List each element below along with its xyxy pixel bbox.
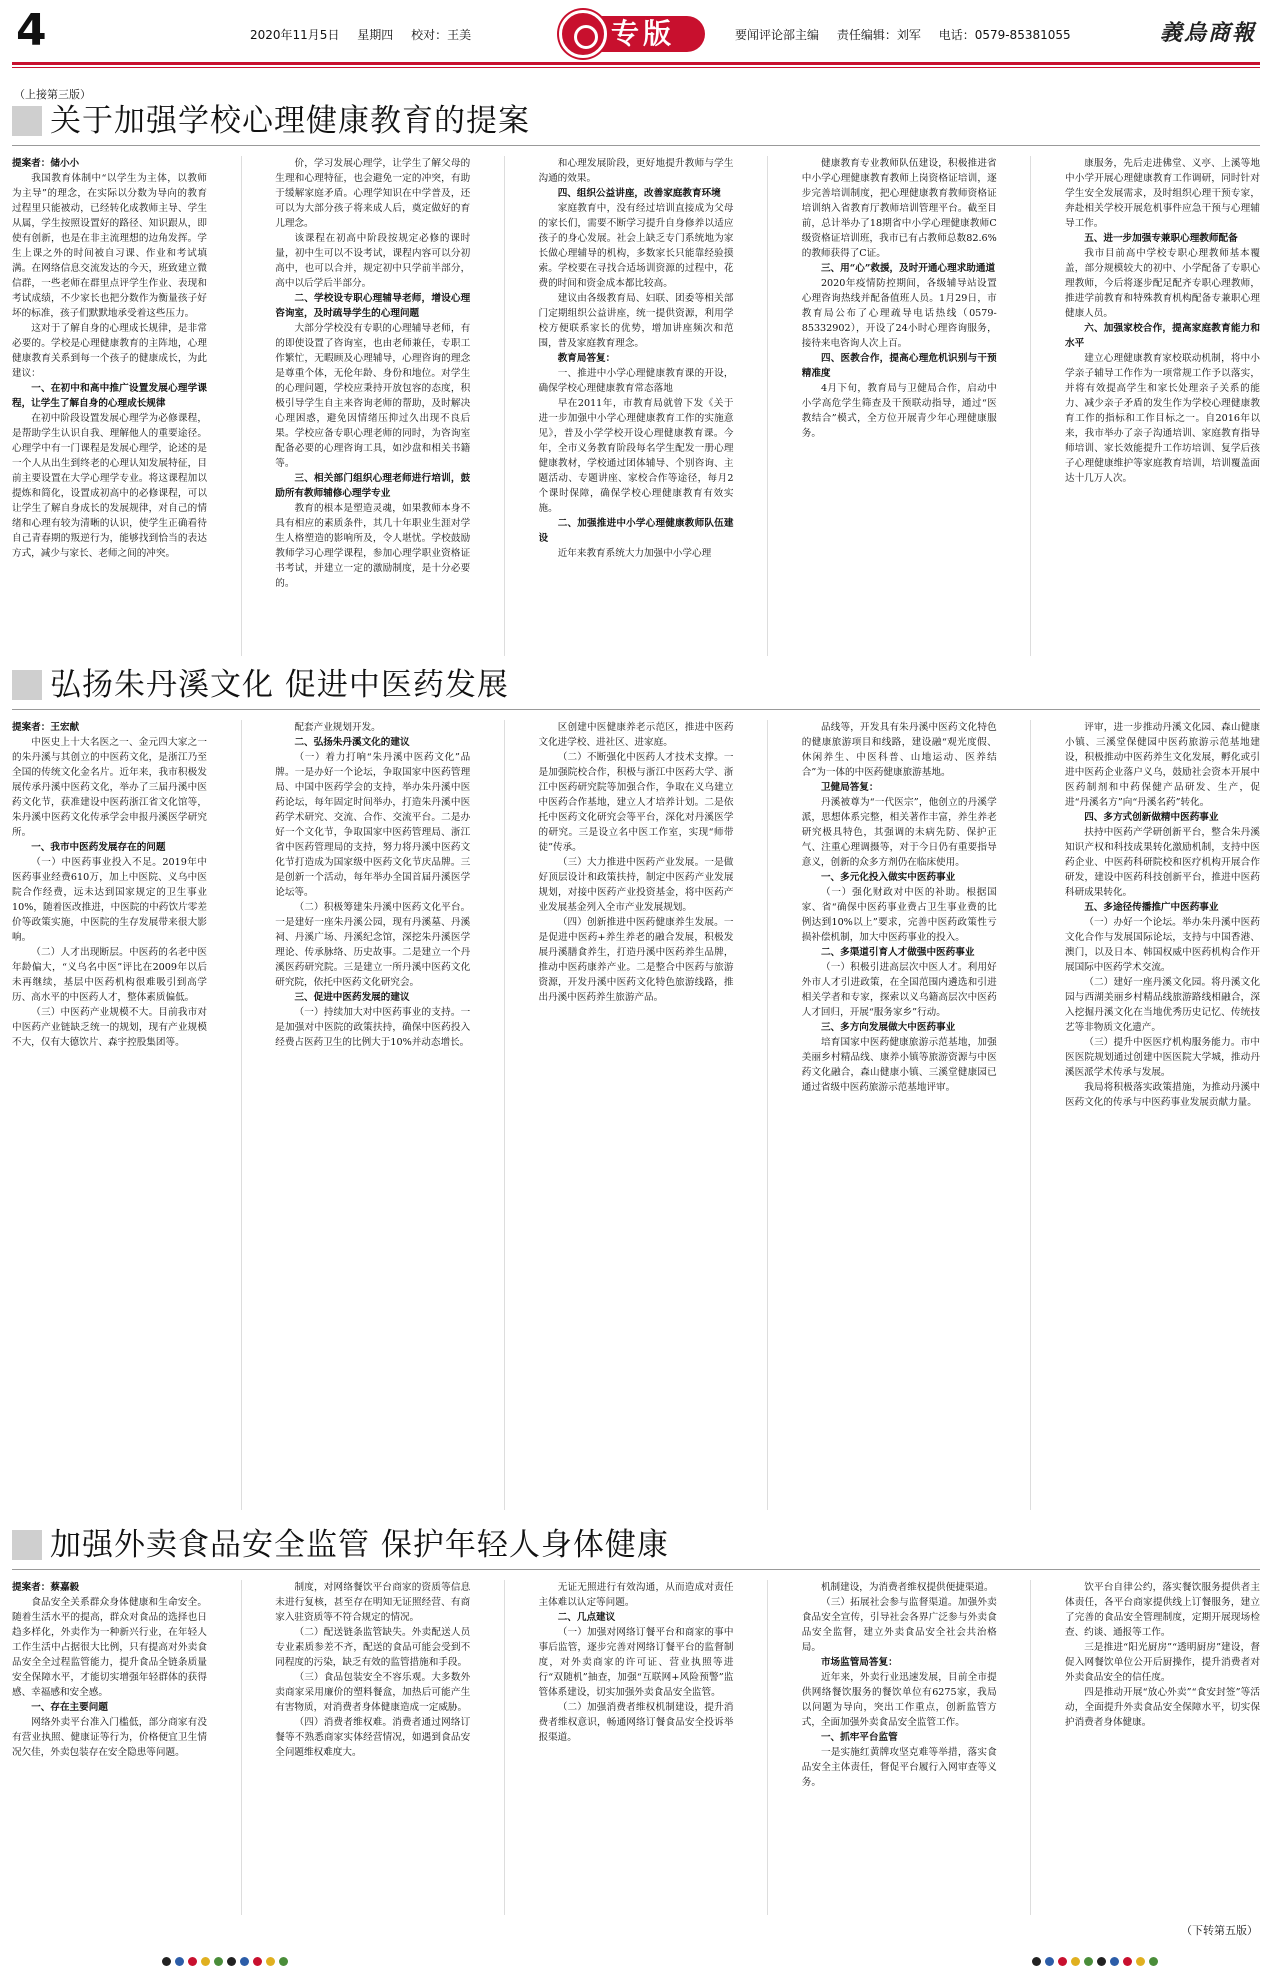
paragraph: 配套产业规划开发。	[294, 722, 381, 733]
article-column	[802, 156, 997, 656]
registration-dots-right	[1030, 1951, 1160, 1970]
section-title: 专版	[611, 17, 676, 50]
article-columns	[12, 1580, 1260, 1915]
paragraph: （三）中医药产业规模不大。目前我市对中医药产业链缺乏统一的规划，现有产业规模不大，仅有大德饮片、森宇控股集团等。	[12, 1007, 207, 1048]
paragraph: 我市目前高中学校专职心理教师基本覆盖，部分规模较大的初中、小学配备了专职心理教师，今后将逐步配足配齐专职心理教师，推进学前教育和特殊教育机构配备专兼职心理健康人员。	[1065, 248, 1260, 319]
paragraph: 机制建设，为消费者维权提供便捷渠道。	[820, 1582, 994, 1593]
subheading: 二、弘扬朱丹溪文化的建议	[294, 737, 410, 748]
paragraph: 在初中阶段设置发展心理学为必修课程，是帮助学生认识自我、理解他人的重要途径。心理学中有一门课程是发展心理学，论述的是一个人从出生到终老的心理认知发展特征，目前主要设置在大学心理学专业。将这课程加以提炼和简化，设置成初高中的必修课程，可以让学生了解自身成长的发展规律，对自己的情绪和心理有较为清晰的认识，使学生正确看待自己青春期的叛逆行为，能够找到恰当的表达方式，减少与家长、老师之间的冲突。	[12, 413, 207, 559]
article-column	[539, 720, 734, 1510]
paragraph: （二）加强消费者维权机制建设，提升消费者维权意识，畅通网络订餐食品安全投诉举报渠道。	[538, 1702, 734, 1743]
paragraph: 建立心理健康教育家校联动机制，将中小学亲子辅导工作作为一项常规工作予以落实，并将有效提高学生和家长处理亲子关系的能力、减少亲子矛盾的发生作为学校心理健康教育工作的指标和工作目标之一。自2016年以来，我市举办了亲子沟通培训、家庭教育指导师培训、家长效能提升工作坊培训、复学后孩子心理健康维护等家庭教育培训，培训覆盖面达十几万人次。	[1065, 353, 1260, 484]
paragraph: 一、推进中小学心理健康教育课的开设，确保学校心理健康教育常态落地	[538, 368, 734, 394]
article-column	[802, 1580, 997, 1915]
paragraph: 区创建中医健康养老示范区，推进中医药文化进学校、进社区、进家庭。	[538, 722, 734, 748]
header-meta-left	[250, 26, 485, 43]
article-title: 关于加强学校心理健康教育的提案	[50, 103, 530, 139]
paragraph: 制度，对网络餐饮平台商家的资质等信息未进行复核，甚至存在明知无证照经营、有商家入驻资质等不符合规定的情况。	[275, 1582, 471, 1623]
paragraph: 一是实施红黄牌攻坚克难等举措，落实食品安全主体责任，督促平台履行入网审查等义务。	[801, 1747, 997, 1788]
subheading: 五、多途径传播推广中医药事业	[1084, 902, 1219, 913]
paragraph: （一）强化财政对中医的补助。根据国家、省“确保中医药事业费占卫生事业费的比例达到10%以上”要求，完善中医药政策性亏损补偿机制，加大中医药事业的投入。	[801, 887, 997, 943]
subheading: 六、加强家校合作，提高家庭教育能力和水平	[1065, 323, 1260, 349]
paragraph: （三）食品包装安全不容乐观。大多数外卖商家采用廉价的塑料餐盒，加热后可能产生有害物质，对消费者身体健康造成一定威胁。	[275, 1672, 471, 1713]
subheading: 四、医教合作，提高心理危机识别与干预精准度	[801, 353, 997, 379]
paragraph: 教育的根本是塑造灵魂，如果教师本身不具有相应的素质条件，其几十年职业生涯对学生人格塑造的影响所及，令人堪忧。学校鼓励教师学习心理学课程，参加心理学职业资格证书考试，并建立一定的激励制度，是十分必要的。	[275, 503, 471, 589]
author-line: 提案者：蔡嘉毅	[12, 1582, 80, 1593]
paragraph: 中医史上十大名医之一、金元四大家之一的朱丹溪与其创立的中医药文化，是浙江乃至全国的传统文化金名片。近年来，我市积极发展传承丹溪中医药文化，举办了三届丹溪中医药文化节，获准建设中医药浙江省文化馆等，朱丹溪中医药文化传承学会申报丹溪医学研究所。	[12, 737, 207, 838]
subheading: 二、学校设专职心理辅导老师，增设心理咨询室，及时疏导学生的心理问题	[275, 293, 471, 319]
paragraph: 品线等，开发具有朱丹溪中医药文化特色的健康旅游项目和线路，建设融“观光度假、休闲养生、中医科普、山地运动、医养结合”为一体的中医药健康旅游基地。	[801, 722, 997, 778]
subheading: 三、促进中医药发展的建议	[294, 992, 410, 1003]
paragraph: 该课程在初高中阶段按规定必修的课时量，初中生可以不设考试，课程内容可以分初高中，也可以合并，规定初中只学前半部分，高中以后学后半部分。	[275, 233, 471, 289]
column-rule	[504, 1580, 505, 1915]
article-column	[1065, 156, 1260, 656]
issue-date: 2020年11月5日	[250, 28, 340, 42]
article-headline	[12, 664, 1260, 710]
paragraph: 培育国家中医药健康旅游示范基地，加强美丽乡村精品线、康养小镇等旅游资源与中医药文化融合，森山健康小镇、三溪堂健康园已通过省级中医药旅游示范基地评审。	[801, 1037, 997, 1093]
paragraph: 食品安全关系群众身体健康和生命安全。随着生活水平的提高，群众对食品的选择也日趋多样化，外卖作为一种新兴行业，在年轻人工作生活中占据很大比例，只有提高对外卖食品安全全过程监管能力，提升食品全链条质量安全保障水平，才能切实增强年轻群体的获得感、幸福感和安全感。	[12, 1597, 207, 1698]
paragraph: 评审，进一步推动丹溪文化园、森山健康小镇、三溪堂保健园中医药旅游示范基地建设，积极推动中医药养生文化发展，孵化或引进中医药企业落户义乌，鼓励社会资本开展中医药制剂和中药保健产品研发、生产，促进“丹溪名方”向“丹溪名药”转化。	[1065, 722, 1260, 808]
article-zhu-danxi	[12, 664, 1260, 1516]
paragraph: 我局将积极落实政策措施，为推动丹溪中医药文化的传承与中医药事业发展贡献力量。	[1065, 1082, 1260, 1108]
subheading: 五、进一步加强专兼职心理教师配备	[1084, 233, 1238, 244]
article-headline	[12, 100, 1260, 146]
continued-to: （下转第五版）	[1181, 1924, 1258, 1937]
phone: 电话：0579-85381055	[938, 28, 1071, 42]
article-column	[275, 1580, 470, 1915]
masthead	[0, 0, 1272, 80]
newspaper-logo: 義烏商報	[1159, 20, 1256, 46]
article-column	[12, 1580, 207, 1915]
article-column	[12, 720, 207, 1510]
column-rule	[1030, 720, 1031, 1510]
article-column	[275, 156, 470, 656]
article-title: 加强外卖食品安全监管 保护年轻人身体健康	[50, 1527, 669, 1563]
paragraph: （二）不断强化中医药人才技术支撑。一是加强院校合作，积极与浙江中医药大学、浙江中医药研究院等加强合作，争取在义乌建立中医药合作基地，建立人才培养计划。二是依托中医药文化研究会等平台，深化对丹溪医学的研究。三是设立名中医工作室，实现“师带徒”传承。	[538, 752, 734, 853]
subheading: 三、相关部门组织心理老师进行培训，鼓励所有教师辅修心理学专业	[275, 473, 471, 499]
paragraph: 健康教育专业教师队伍建设，积极推进省中小学心理健康教育教师上岗资格证培训，逐步完善培训制度，把心理健康教育教师资格证培训纳入省教育厅教师培训管理平台。截至目前，总计举办了18期省中小学心理健康教师C级资格证培训班，我市已有占教师总数82.6%的教师获得了C证。	[801, 158, 997, 259]
article-school-psychology	[12, 100, 1260, 660]
paragraph: 我国教育体制中“以学生为主体，以教师为主导”的理念，在实际以分数为导向的教育过程里只能被动，已经转化成教师主导、学生从属，学生按照设置好的路径、知识跟从，即使有创新，也是在非主流理想的边角发挥。学生上课之外的时间被自习课、作业和考试填满。在网络信息交流发达的今天，班致建立微信群，一些老师在群里点评学生作业、表现和考试成绩，不少家长也把分数作为衡量孩子好坏的标准，孩子们默默地承受着这些压力。	[12, 173, 207, 319]
article-headline	[12, 1524, 1260, 1570]
paragraph: 近年来教育系统大力加强中小学心理	[557, 548, 712, 559]
paragraph: （三）提升中医医疗机构服务能力。市中医医院规划通过创建中医医院大学城，推动丹溪医派学术传承与发展。	[1065, 1037, 1260, 1078]
paragraph: 这对于了解自身的心理成长规律，是非常必要的。学校是心理健康教育的主阵地，心理健康教育关系到每一个孩子的健康成长，为此建议：	[12, 323, 207, 379]
paragraph: 丹溪被尊为“一代医宗”，他创立的丹溪学派，思想体系完整，相关著作丰富，养生养老研究极具特色，其强调的未病先防、保护正气、注重心理调摄等，对于今日仍有重要指导意义，创新的众多方剂仍在临床使用。	[801, 797, 997, 868]
column-rule	[241, 720, 242, 1510]
article-column	[1065, 720, 1260, 1510]
article-columns	[12, 156, 1260, 656]
paragraph: （二）建好一座丹溪文化园。将丹溪文化园与西湖美丽乡村精品线旅游路线相融合，深入挖掘丹溪文化在当地优秀历史记忆、传统技艺等非物质文化遗产。	[1065, 977, 1260, 1033]
subheading: 教育局答复：	[557, 353, 616, 364]
department: 要闻评论部主编	[735, 28, 820, 42]
paragraph: （一）中医药事业投入不足。2019年中医药事业经费610万，加上中医院、义乌中医院合作经费，远未达到国家规定的卫生事业10%，随着医改推进，中医院的中药饮片零差价等政策实施，中医院的生存发展带来很大影响。	[12, 857, 207, 943]
subheading: 一、抓牢平台监管	[820, 1732, 898, 1743]
paragraph: 扶持中医药产学研创新平台，整合朱丹溪知识产权和科技成果转化激励机制，支持中医药企业、中医药科研院校和医疗机构开展合作研发，建设中医药科技创新平台，推进中医药科研成果转化。	[1065, 827, 1260, 898]
paragraph: 价，学习发展心理学，让学生了解父母的生理和心理特征，也会避免一定的冲突，有助于缓解家庭矛盾。心理学知识在中学普及，还可以为大部分孩子将来成人后，奠定做好的育儿理念。	[275, 158, 471, 229]
color-registration-dots	[0, 1951, 1272, 1965]
subheading: 一、存在主要问题	[31, 1702, 108, 1713]
column-rule	[1030, 1580, 1031, 1915]
paragraph: （一）积极引进高层次中医人才。利用好外市人才引进政策，在全国范围内遴选和引进相关学者和专家，探索以义乌籍高层次中医药人才回归，开展“服务家乡”行动。	[801, 962, 997, 1018]
paragraph: 大部分学校没有专职的心理辅导老师，有的即使设置了咨询室，也由老师兼任，专职工作繁忙，无暇顾及心理辅导，心理咨询的理念是尊重个体，无伦年龄、身份和地位。对学生的心理问题，学校应秉持开放包容的态度，积极引导学生自主来咨询老师的帮助，及时解决心理困惑，避免因情绪压抑过久出现不良后果。学校应备专职心理老师的同时，为咨询室配备必要的心理咨询工具，如沙盘和相关书籍等。	[275, 323, 471, 469]
paragraph: 网络外卖平台准入门槛低，部分商家有没有营业执照、健康证等行为，价格便宜卫生情况欠佳，外卖包装存在安全隐患等问题。	[12, 1717, 207, 1758]
paragraph: （一）加强对网络订餐平台和商家的事中事后监管，逐步完善对网络订餐平台的监督制度，对外卖商家的许可证、营业执照等进行“双随机”抽查，加强“互联网+风险预警”监管体系建设，切实加强外卖食品安全监管。	[538, 1627, 734, 1698]
article-takeout-food-safety	[12, 1524, 1260, 1919]
paragraph: （四）创新推进中医药健康养生发展。一是促进中医药+养生养老的融合发展，积极发展丹溪膳食养生，打造丹溪中医药养生品牌，推动中医药康养产业。二是整合中医药与旅游资源，开发丹溪中医药文化特色旅游线路，推出丹溪中医药养生旅游产品。	[538, 917, 734, 1003]
section-badge	[565, 12, 705, 56]
paragraph: （三）拓展社会参与监督渠道。加强外卖食品安全宣传，引导社会各界广泛参与外卖食品安全监督，建立外卖食品安全社会共治格局。	[801, 1597, 997, 1653]
column-rule	[767, 720, 768, 1510]
paragraph: 家庭教育中，没有经过培训直接成为父母的家长们，需要不断学习提升自身修养以适应孩子的身心发展。社会上缺乏专门系统地为家长做心理辅导的机构，多数家长只能靠经验摸索。学校要在寻找合适场训资源的过程中，花费的时间和资金成本都比较高。	[538, 203, 734, 289]
subheading: 市场监管局答复：	[820, 1657, 898, 1668]
subheading: 卫健局答复：	[820, 782, 879, 793]
paragraph: （三）大力推进中医药产业发展。一是做好顶层设计和政策扶持，制定中医药产业发展规划，对接中医药产业投资基金，将中医药产业发展基金列入全市产业发展规划。	[538, 857, 734, 913]
article-column	[275, 720, 470, 1510]
paragraph: 早在2011年，市教育局就曾下发《关于进一步加强中小学心理健康教育工作的实施意见》，普及小学学校开设心理健康教育课。今年，全市义务教育阶段每名学生配发一册心理健康教材，学校通过团体辅导、个别咨询、主题活动、专题讲座、家校合作等途径，每月2个课时保障，确保学校心理健康教育有效实施。	[538, 398, 734, 514]
subheading: 四、多方式创新做精中医药事业	[1084, 812, 1219, 823]
paragraph: 无证无照进行有效沟通，从而造成对责任主体难以认定等问题。	[538, 1582, 734, 1608]
column-rule	[504, 156, 505, 656]
subheading: 四、组织公益讲座，改善家庭教育环境	[557, 188, 721, 199]
paragraph: （一）办好一个论坛。举办朱丹溪中医药文化合作与发展国际论坛，支持与中国香港、澳门，以及日本、韩国权威中医药机构合作开展国际中医药学术交流。	[1065, 917, 1260, 973]
header-rule-thin	[12, 67, 1260, 68]
subheading: 一、我市中医药发展存在的问题	[31, 842, 166, 853]
subheading: 三、用“心”救援，及时开通心理求助通道	[820, 263, 996, 274]
column-rule	[504, 720, 505, 1510]
section-badge-icon	[559, 10, 607, 58]
paragraph: 近年来，外卖行业迅速发展，目前全市提供网络餐饮服务的餐饮单位有6275家，我局以问题为导向，突出工作重点，创新监管方式，全面加强外卖食品安全监管工作。	[801, 1672, 997, 1728]
paragraph: 四是推动开展“放心外卖”“食安封签”等活动，全面提升外卖食品安全保障水平，切实保护消费者身体健康。	[1065, 1687, 1260, 1728]
subheading: 二、加强推进中小学心理健康教师队伍建设	[538, 518, 734, 544]
paragraph: 三是推进“阳光厨房”“透明厨房”建设，督促入网餐饮单位公开后厨操作，提升消费者对外卖食品安全的信任度。	[1065, 1642, 1260, 1683]
article-column	[1065, 1580, 1260, 1915]
article-column	[12, 156, 207, 656]
author-line: 提案者：王宏献	[12, 722, 80, 733]
author-line: 提案者：储小小	[12, 158, 80, 169]
paragraph: 2020年疫情防控期间，各级辅导站设置心理咨询热线并配备值班人员。1月29日，市教育局公布了心理疏导电话热线（0579-85332902），开设了24小时心理咨询服务，接待来电咨询人次上百。	[801, 278, 997, 349]
registration-dots-left	[160, 1951, 290, 1970]
paragraph: （二）人才出现断层。中医药的名老中医年龄偏大，“义乌名中医”评比在2009年以后未再继续，基层中医药机构很难吸引到高学历、高水平的中医药人才，整体素质偏低。	[12, 947, 207, 1003]
paragraph: 康服务，先后走进佛堂、义亭、上溪等地中小学开展心理健康教育工作调研，同时针对学生安全发展需求，及时组织心理干预专家，奔赴相关学校开展危机事件应急干预与心理辅导工作。	[1065, 158, 1260, 229]
paragraph: 和心理发展阶段，更好地提升教师与学生沟通的效果。	[538, 158, 734, 184]
article-title: 弘扬朱丹溪文化 促进中医药发展	[50, 667, 509, 703]
subheading: 一、多元化投入做实中医药事业	[820, 872, 956, 883]
article-column	[539, 1580, 734, 1915]
paragraph: （四）消费者维权难。消费者通过网络订餐等不熟悉商家实体经营情况，如遇到食品安全问题维权难度大。	[275, 1717, 471, 1758]
subheading: 三、多方向发展做大中医药事业	[820, 1022, 956, 1033]
paragraph: （二）积极筹建朱丹溪中医药文化平台。一是建好一座朱丹溪公园，现有丹溪墓、丹溪祠、丹溪广场、丹溪纪念馆，深挖朱丹溪医学理论、传承脉络、历史故事。二是建立一个丹溪医药研究院。三是建立一所丹溪中医药文化研究院，依托中医药文化研究会。	[275, 902, 471, 988]
paragraph: （一）持续加大对中医药事业的支持。一是加强对中医院的政策扶持，确保中医药投入经费占医药卫生的比例大于10%并动态增长。	[275, 1007, 471, 1048]
column-rule	[1030, 156, 1031, 656]
paragraph: 4月下旬，教育局与卫健局合作，启动中小学高危学生筛查及干预联动指导，通过“医教结合”模式，全方位开展青少年心理健康服务。	[801, 383, 997, 439]
column-rule	[767, 1580, 768, 1915]
header-meta-right	[735, 26, 1085, 43]
page-number: 4	[16, 5, 47, 56]
proofreader: 校对：王美	[411, 28, 472, 42]
column-rule	[241, 156, 242, 656]
subheading: 二、多渠道引育人才做强中医药事业	[820, 947, 975, 958]
article-column	[802, 720, 997, 1510]
header-rule	[12, 62, 1260, 65]
article-column	[539, 156, 734, 656]
column-rule	[767, 156, 768, 656]
responsible-editor: 责任编辑：刘军	[836, 28, 921, 42]
paragraph: （二）配送链条监管缺失。外卖配送人员专业素质参差不齐，配送的食品可能会受到不同程度的污染，缺乏有效的监管措施和手段。	[275, 1627, 471, 1668]
headline-square-icon	[12, 106, 42, 136]
continued-from: （上接第三版）	[14, 88, 91, 101]
headline-square-icon	[12, 1530, 42, 1560]
subheading: 一、在初中和高中推广设置发展心理学课程，让学生了解自身的心理成长规律	[12, 383, 207, 409]
paragraph: （一）着力打响“朱丹溪中医药文化”品牌。一是办好一个论坛，争取国家中医药管理局、中国中医药学会的支持，举办朱丹溪中医药论坛，每年固定时间举办，打造朱丹溪中医药学术研究、交流、合作、交流平台。二是办好一个文化节，争取国家中医药管理局、浙江省中医药管理局的支持，努力将丹溪中医药文化节打造成为国家级中医药文化节庆品牌。三是创新一个活动，每年举办全国首届丹溪医学论坛等。	[275, 752, 471, 898]
article-columns	[12, 720, 1260, 1510]
headline-square-icon	[12, 670, 42, 700]
column-rule	[241, 1580, 242, 1915]
paragraph: 建议由各级教育局、妇联、团委等相关部门定期组织公益讲座，统一提供资源，利用学校方便联系家长的优势，增加讲座频次和范围，普及家庭教育理念。	[538, 293, 734, 349]
issue-weekday: 星期四	[357, 28, 394, 42]
paragraph: 饮平台自律公约，落实餐饮服务提供者主体责任，各平台商家提供线上订餐服务，建立了完善的食品安全管理制度，定期开展现场检查、约谈、通报等工作。	[1065, 1582, 1260, 1638]
subheading: 二、几点建议	[557, 1612, 616, 1623]
